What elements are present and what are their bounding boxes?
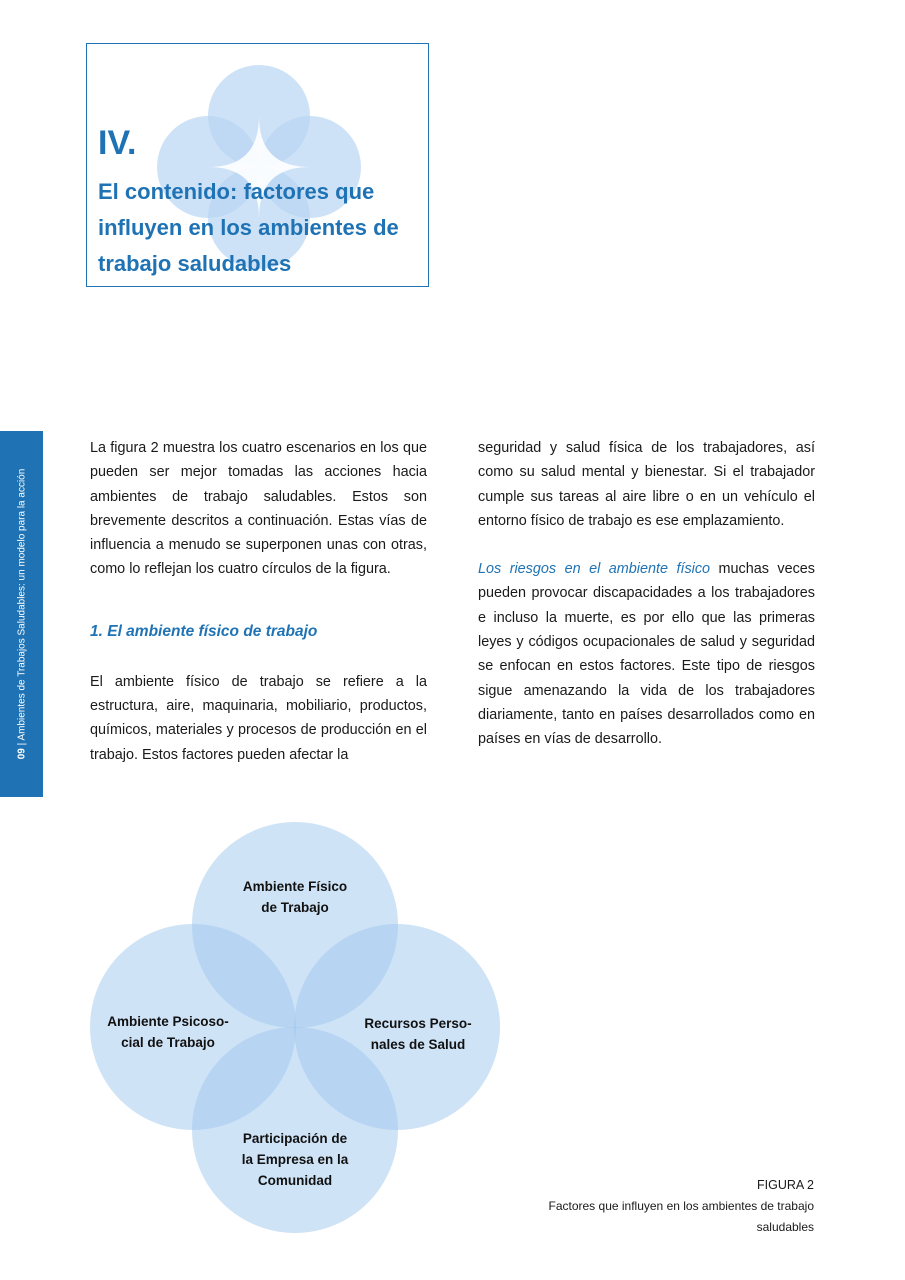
side-tab xyxy=(0,431,43,797)
section-paragraph: El ambiente físico de trabajo se refiere a la estructura, aire, maquinaria, mobiliario, productos, químicos, materiales y procesos de producción en el trabajo. Estos factores pueden afectar la xyxy=(90,673,427,763)
figure-diagram xyxy=(88,820,503,1243)
label-line: Recursos Perso- xyxy=(364,1016,472,1031)
label-line: de Trabajo xyxy=(261,900,329,915)
risk-lead: Los riesgos en el ambiente físico xyxy=(478,561,711,578)
caption-label: FIGURA 2 xyxy=(757,1178,814,1192)
chapter-title xyxy=(98,174,428,282)
label-line: Participación de xyxy=(242,1131,348,1146)
label-line: nales de Salud xyxy=(370,1037,466,1052)
side-tab-text xyxy=(16,469,27,760)
chapter-title-line: trabajo saludables xyxy=(98,251,292,276)
page-number: 09 xyxy=(16,748,27,760)
label-top xyxy=(215,876,375,918)
label-bottom xyxy=(215,1128,375,1191)
continuation-paragraph: seguridad y salud física de los trabajadores, así como su salud mental y bienestar. Si el trabajador cumple sus tareas al aire libre o en un vehículo el entorno físico de trabajo es ese emplazamiento. xyxy=(478,440,815,529)
chapter-title-line: influyen en los ambientes de xyxy=(98,215,399,240)
risk-paragraph xyxy=(478,557,815,751)
section-heading: 1. El ambiente físico de trabajo xyxy=(90,622,318,640)
label-line: cial de Trabajo xyxy=(121,1035,215,1050)
label-right xyxy=(338,1013,498,1055)
label-line: Comunidad xyxy=(257,1173,333,1188)
label-line: Ambiente Psicoso- xyxy=(107,1014,229,1029)
risk-rest: muchas veces pueden provocar discapacidades a los trabajadores e incluso la muerte, es por ello que las primeras leyes y códigos ocupacionales de salud y seguridad se enfocan en estos factores. Este tipo de riesgos sigue amenazando la vida de los trabajadores diariamente, tanto en países desarrollados como en países en vías de desarrollo. xyxy=(478,561,816,748)
intro-paragraph: La figura 2 muestra los cuatro escenarios en los que pueden ser mejor tomadas las acciones hacia ambientes de trabajo saludables. Estos son brevemente descritos a continuación. Estas vías de influencia a menudo se superponen unas con otras, como lo reflejan los cuatro círculos de la figura. xyxy=(90,440,427,578)
chapter-title-box xyxy=(86,43,429,287)
figure-caption xyxy=(514,1175,814,1238)
right-column xyxy=(478,436,815,752)
running-header: Ambientes de Trabajos Saludables: un modelo para la acción xyxy=(16,468,27,741)
label-line: la Empresa en la xyxy=(241,1152,349,1167)
side-tab-separator: | xyxy=(16,742,27,746)
chapter-number: IV. xyxy=(98,124,137,162)
label-line: Ambiente Físico xyxy=(242,879,348,894)
chapter-title-line: El contenido: factores que xyxy=(98,179,375,204)
caption-title: Factores que influyen en los ambientes de trabajo saludables xyxy=(548,1199,814,1234)
label-left xyxy=(88,1011,248,1053)
left-column xyxy=(90,436,427,767)
